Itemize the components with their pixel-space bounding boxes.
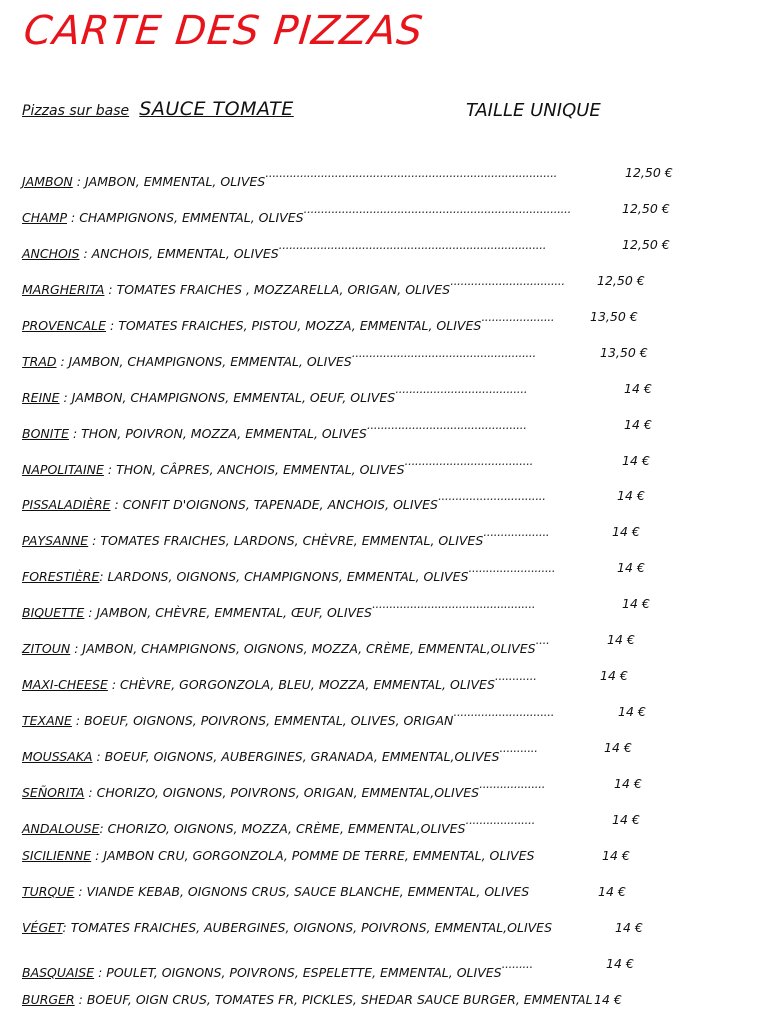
dot-leader: ........... xyxy=(499,740,538,755)
dot-leader: ............................................................................. xyxy=(278,236,547,252)
dot-leader: ................... xyxy=(483,524,550,540)
menu-item xyxy=(22,807,742,843)
pizza-name: PISSALADIÈRE xyxy=(22,497,111,513)
pizza-name: TRAD xyxy=(22,353,57,369)
dot-leader: .............................................. xyxy=(366,416,527,432)
pizza-separator: : xyxy=(91,847,104,863)
menu-item xyxy=(22,268,742,304)
menu-item xyxy=(22,340,742,376)
dot-leader: ............................................................................. xyxy=(303,200,571,216)
menu-item xyxy=(22,448,742,484)
pizza-price: 14 € xyxy=(614,775,642,791)
dot-leader: .................... xyxy=(465,811,535,827)
dot-leader: ............................... xyxy=(437,488,546,504)
pizza-name: MARGHERITA xyxy=(22,281,105,297)
dot-leader: ..................................... xyxy=(404,452,534,468)
pizza-price: 14 € xyxy=(622,596,650,612)
pizza-ingredients: CHORIZO, OIGNONS, POIVRONS, ORIGAN, EMMENTAL,OLIVES xyxy=(96,784,480,800)
pizza-separator: : xyxy=(88,533,101,549)
pizza-separator: : xyxy=(84,605,97,621)
menu-item xyxy=(22,232,742,268)
pizza-price: 12,50 € xyxy=(622,200,670,216)
dot-leader: .................................................................................... xyxy=(265,165,558,180)
pizza-price: 14 € xyxy=(622,452,650,468)
pizza-separator: : xyxy=(92,749,105,764)
pizza-ingredients: CHORIZO, OIGNONS, MOZZA, CRÈME, EMMENTAL,OLIVES xyxy=(107,820,466,836)
pizza-name: VÉGET xyxy=(22,919,63,935)
pizza-ingredients: CHAMPIGNONS, EMMENTAL, OLIVES xyxy=(79,209,304,225)
pizza-ingredients: BOEUF, OIGN CRUS, TOMATES FR, PICKLES, SHEDAR SAUCE BURGER, EMMENTAL xyxy=(86,991,593,1007)
subtitle-sauce: SAUCE TOMATE xyxy=(139,98,294,120)
dot-leader: .... xyxy=(535,632,550,648)
pizza-ingredients: ANCHOIS, EMMENTAL, OLIVES xyxy=(91,245,279,261)
menu-item xyxy=(22,879,742,915)
pizza-price: 14 € xyxy=(624,416,652,432)
menu-item xyxy=(22,915,742,951)
menu-item xyxy=(22,196,742,232)
menu-item xyxy=(22,591,742,627)
pizza-ingredients: JAMBON CRU, GORGONZOLA, POMME DE TERRE, EMMENTAL, OLIVES xyxy=(103,847,535,863)
dot-leader: ................................. xyxy=(450,272,565,288)
pizza-separator: : xyxy=(79,245,92,261)
pizza-name: BONITE xyxy=(22,425,69,441)
pizza-price: 14 € xyxy=(617,560,645,576)
dot-leader: ......................... xyxy=(468,560,556,576)
pizza-separator: : xyxy=(107,677,121,693)
pizza-separator: : xyxy=(69,425,82,441)
pizza-name: TURQUE xyxy=(22,883,75,899)
pizza-ingredients: TOMATES FRAICHES, PISTOU, MOZZA, EMMENTAL, OLIVES xyxy=(118,317,482,333)
pizza-name: BIQUETTE xyxy=(22,605,85,621)
subtitle-prefix: Pizzas sur base xyxy=(22,103,130,119)
menu-item xyxy=(22,843,742,879)
pizza-price: 13,50 € xyxy=(590,308,638,324)
pizza-price: 13,50 € xyxy=(600,344,648,360)
pizza-price: 12,50 € xyxy=(625,165,673,180)
menu-item xyxy=(22,160,742,196)
menu-subtitle xyxy=(22,98,294,120)
dot-leader: ............ xyxy=(494,668,537,684)
pizza-name: CHAMP xyxy=(22,209,68,225)
pizza-price: 14 € xyxy=(604,740,632,755)
menu-item xyxy=(22,699,742,735)
pizza-name: PROVENCALE xyxy=(22,317,107,333)
pizza-separator: : xyxy=(74,991,87,1007)
menu-title: CARTE DES PIZZAS xyxy=(21,8,426,54)
pizza-price: 12,50 € xyxy=(597,272,645,288)
menu-item xyxy=(22,519,742,555)
pizza-name: ANCHOIS xyxy=(22,245,80,261)
pizza-ingredients: JAMBON, CHÈVRE, EMMENTAL, ŒUF, OLIVES xyxy=(96,605,372,621)
pizza-separator: : xyxy=(70,641,83,657)
menu-item xyxy=(22,735,742,771)
pizza-separator: : xyxy=(94,964,107,980)
pizza-separator: : xyxy=(99,820,108,836)
dot-leader: ............................................... xyxy=(371,596,536,612)
pizza-separator: : xyxy=(56,353,69,369)
pizza-name: ANDALOUSE xyxy=(22,820,100,836)
pizza-name: SEÑORITA xyxy=(22,784,85,800)
dot-leader: ......... xyxy=(501,955,533,971)
pizza-price: 14 € xyxy=(617,488,645,504)
pizza-price: 12,50 € xyxy=(622,236,670,252)
pizza-ingredients: BOEUF, OIGNONS, POIVRONS, EMMENTAL, OLIVES, ORIGAN xyxy=(84,713,454,729)
menu-item xyxy=(22,304,742,340)
pizza-name: NAPOLITAINE xyxy=(22,461,104,477)
pizza-ingredients: POULET, OIGNONS, POIVRONS, ESPELETTE, EMMENTAL, OLIVES xyxy=(106,964,502,980)
pizza-separator: : xyxy=(106,317,119,333)
pizza-price: 14 € xyxy=(606,955,634,971)
pizza-ingredients: VIANDE KEBAB, OIGNONS CRUS, SAUCE BLANCHE, EMMENTAL, OLIVES xyxy=(86,883,530,899)
dot-leader: ...................................... xyxy=(395,380,528,396)
pizza-price: 14 € xyxy=(624,380,652,396)
pizza-separator: : xyxy=(99,569,108,585)
menu-item xyxy=(22,771,742,807)
menu-item xyxy=(22,663,742,699)
pizza-ingredients: JAMBON, CHAMPIGNONS, OIGNONS, MOZZA, CRÈME, EMMENTAL,OLIVES xyxy=(82,641,536,657)
pizza-ingredients: TOMATES FRAICHES , MOZZARELLA, ORIGAN, OLIVES xyxy=(116,281,451,297)
menu-item xyxy=(22,412,742,448)
dot-leader: ..................................................... xyxy=(351,344,536,360)
pizza-name: MOUSSAKA xyxy=(22,749,93,764)
menu-item xyxy=(22,376,742,412)
pizza-name: TEXANE xyxy=(22,713,72,729)
menu-item xyxy=(22,483,742,519)
pizza-ingredients: JAMBON, CHAMPIGNONS, EMMENTAL, OEUF, OLIVES xyxy=(71,389,396,405)
pizza-price: 14 € xyxy=(618,704,646,720)
pizza-name: ZITOUN xyxy=(22,641,71,657)
pizza-separator: : xyxy=(104,281,117,297)
dot-leader: ............................. xyxy=(453,704,555,720)
pizza-name: JAMBON xyxy=(22,174,73,189)
pizza-ingredients: JAMBON, EMMENTAL, OLIVES xyxy=(84,174,266,189)
pizza-price: 14 € xyxy=(612,524,640,540)
pizza-name: PAYSANNE xyxy=(22,533,89,549)
pizza-separator: : xyxy=(71,713,85,729)
pizza-price: 14 € xyxy=(594,991,622,1007)
pizza-name: FORESTIÈRE xyxy=(22,569,100,585)
menu-item xyxy=(22,987,742,1023)
menu-item xyxy=(22,555,742,591)
pizza-ingredients: TOMATES FRAICHES, LARDONS, CHÈVRE, EMMENTAL, OLIVES xyxy=(100,533,484,549)
pizza-separator: : xyxy=(59,389,72,405)
pizza-price: 14 € xyxy=(600,668,628,684)
size-label: TAILLE UNIQUE xyxy=(466,100,601,121)
pizza-ingredients: TOMATES FRAICHES, AUBERGINES, OIGNONS, POIVRONS, EMMENTAL,OLIVES xyxy=(70,919,553,935)
menu-item xyxy=(22,627,742,663)
pizza-price: 14 € xyxy=(598,883,626,899)
pizza-name: REINE xyxy=(22,389,60,405)
pizza-name: BASQUAISE xyxy=(22,964,95,980)
pizza-separator: : xyxy=(62,919,71,935)
pizza-ingredients: JAMBON, CHAMPIGNONS, EMMENTAL, OLIVES xyxy=(68,353,352,369)
pizza-list xyxy=(22,160,742,1023)
pizza-separator: : xyxy=(74,883,87,899)
pizza-separator: : xyxy=(103,461,117,477)
pizza-separator: : xyxy=(84,784,97,800)
pizza-name: BURGER xyxy=(22,991,75,1007)
pizza-separator: : xyxy=(110,497,123,513)
pizza-separator: : xyxy=(67,209,80,225)
pizza-ingredients: CONFIT D'OIGNONS, TAPENADE, ANCHOIS, OLIVES xyxy=(122,497,438,513)
dot-leader: ..................... xyxy=(481,308,555,324)
pizza-name: MAXI-CHEESE xyxy=(22,677,108,693)
pizza-ingredients: BOEUF, OIGNONS, AUBERGINES, GRANADA, EMMENTAL,OLIVES xyxy=(104,749,500,764)
pizza-ingredients: THON, CÂPRES, ANCHOIS, EMMENTAL, OLIVES xyxy=(116,461,405,477)
dot-leader: ................... xyxy=(479,775,546,791)
menu-item xyxy=(22,951,742,987)
pizza-price: 14 € xyxy=(612,811,640,827)
pizza-ingredients: THON, POIVRON, MOZZA, EMMENTAL, OLIVES xyxy=(81,425,367,441)
pizza-name: SICILIENNE xyxy=(22,847,92,863)
pizza-price: 14 € xyxy=(602,847,630,863)
pizza-price: 14 € xyxy=(615,919,643,935)
pizza-price: 14 € xyxy=(607,632,635,648)
pizza-ingredients: LARDONS, OIGNONS, CHAMPIGNONS, EMMENTAL, OLIVES xyxy=(107,569,469,585)
pizza-separator: : xyxy=(72,174,85,189)
pizza-ingredients: CHÈVRE, GORGONZOLA, BLEU, MOZZA, EMMENTAL, OLIVES xyxy=(120,677,495,693)
